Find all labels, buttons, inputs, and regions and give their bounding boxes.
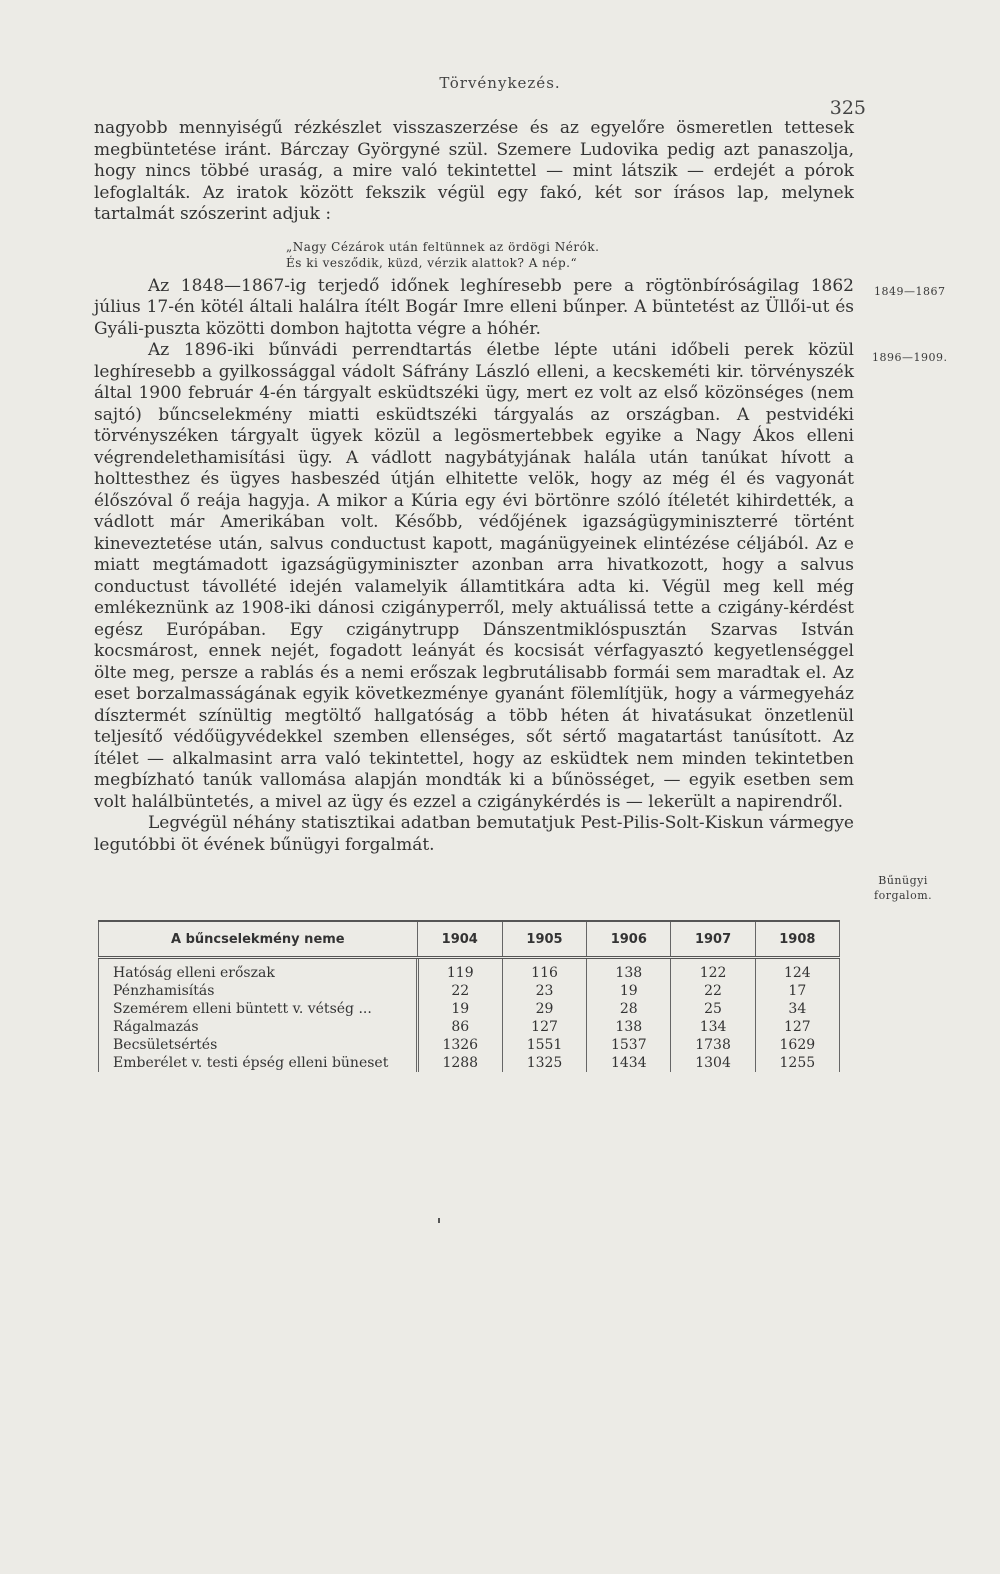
table-cell: 134 — [671, 1018, 755, 1036]
row-label: Rágalmazás — [99, 1018, 418, 1036]
table-cell: 1738 — [671, 1036, 755, 1054]
table-row — [99, 982, 840, 1000]
table-header-year: 1906 — [587, 921, 671, 958]
table-cell: 122 — [671, 958, 755, 983]
table-cell: 116 — [502, 958, 586, 983]
table-row — [99, 1018, 840, 1036]
row-label: Szemérem elleni büntett v. vétség ... — [99, 1000, 418, 1018]
page-number: 325 — [829, 97, 866, 119]
quote-line-2: És ki vesződik, küzd, vérzik alattok? A nép.“ — [286, 255, 578, 270]
table-cell: 25 — [671, 1000, 755, 1018]
table-cell: 19 — [587, 982, 671, 1000]
margin-note-crime-statistics — [874, 873, 932, 903]
quote-line-1: „Nagy Cézárok után feltünnek az ördögi Nérók. — [286, 239, 600, 254]
table-cell: 1551 — [502, 1036, 586, 1054]
margin-note-1849-1867: 1849—1867 — [874, 285, 946, 298]
table-cell: 1288 — [417, 1054, 502, 1072]
table-cell: 86 — [417, 1018, 502, 1036]
margin-note-line-1: Bűnügyi — [878, 874, 928, 887]
row-label: Becsületsértés — [99, 1036, 418, 1054]
paragraph-2: Az 1848—1867-ig terjedő időnek leghíresebb pere a rögtönbíróságilag 1862 július 17-én kötél általi halálra ítélt Bogár Imre elleni bűnper. A büntetést az Üllői-ut és Gyáli-puszta közötti dombon hajtotta végre a hóhér. — [94, 275, 854, 339]
table-header-label: A bűncselekmény neme — [99, 921, 418, 958]
table-cell: 119 — [417, 958, 502, 983]
table-cell: 127 — [755, 1018, 839, 1036]
table-row — [99, 958, 840, 983]
table-cell: 29 — [502, 1000, 586, 1018]
table-cell: 138 — [587, 1018, 671, 1036]
table-cell: 22 — [671, 982, 755, 1000]
print-speck — [438, 1218, 440, 1223]
row-label: Emberélet v. testi épség elleni büneset — [99, 1054, 418, 1072]
table-cell: 23 — [502, 982, 586, 1000]
table-cell: 1304 — [671, 1054, 755, 1072]
margin-note-1896-1909: 1896—1909. — [872, 351, 948, 364]
table-cell: 1434 — [587, 1054, 671, 1072]
table-cell: 34 — [755, 1000, 839, 1018]
table-header-year: 1905 — [502, 921, 586, 958]
paragraph-3: Az 1896-iki bűnvádi perrendtartás életbe lépte utáni időbeli perek közül leghíresebb a gyilkossággal vádolt Sáfrány László elleni, a kecskeméti kir. törvényszék által 1900 február 4-én tárgyalt esküdtszéki ügy, mert ez volt az első közönséges (nem sajtó) bűncselekmény miatti esküdtszéki tárgyalás az országban. A pestvidéki törvényszéken tárgyalt ügyek közül a legösmertebbek egyike a Nagy Ákos elleni végrendelethamisítási ügy. A vádlott nagybátyjának halála után tanúkat hívott a holttesthez és ügyes hasbeszéd útján elhitette velök, hogy az még él és vagyonát élőszóval ő reája hagyja. A mikor a Kúria egy évi börtönre szóló ítéletét kihirdették, a vádlott már Amerikában volt. Később, védőjének igazságügyminiszterré történt kineveztetése után, salvus conductust kapott, magánügyeinek elintézése céljából. Az e miatt megtámadott igazságügyminiszter azonban arra hivatkozott, hogy a salvus conductust távollété idején valamelyik államtitkára adta ki. Végül meg kell még emlékeznünk az 1908-iki dánosi czigányperről, mely aktuálissá tette a czigány-kérdést egész Európában. Egy czigánytrupp Dánszentmiklóspusztán Szarvas István kocsmárost, ennek nejét, fogadott leányát és kocsisát vérfagyasztó kegyetlenséggel ölte meg, persze a rablás és a nemi erőszak legbrutálisabb formái sem maradtak el. Az eset borzalmasságának egyik következménye gyanánt fölemlítjük, hogy a vármegyeház dísztermét színültig megtöltő hallgatóság a több héten át hivatásukat önzetlenül teljesítő védőügyvédekkel szemben ellenséges, sőt sértő magatartást tanúsított. Az ítélet — alkalmasint arra való tekintettel, hogy az esküdtek nem minden tekintetben megbízható tanúk vallomása alapján mondták ki a bűnösséget, — egyik esetben sem volt halálbüntetés, a mivel az ügy és ezzel a czigánykérdés is — lekerült a napirendről. — [94, 340, 854, 812]
table-cell: 1326 — [417, 1036, 502, 1054]
table-header-year: 1904 — [417, 921, 502, 958]
body-text — [94, 118, 854, 856]
table-cell: 1325 — [502, 1054, 586, 1072]
table-cell: 1629 — [755, 1036, 839, 1054]
table-cell: 138 — [587, 958, 671, 983]
paragraph-4: Legvégül néhány statisztikai adatban bemutatjuk Pest-Pilis-Solt-Kiskun vármegye legutóbbi öt évének bűnügyi forgalmát. — [94, 813, 854, 855]
table-row — [99, 1000, 840, 1018]
table-cell: 127 — [502, 1018, 586, 1036]
table-cell: 1255 — [755, 1054, 839, 1072]
table-cell: 19 — [417, 1000, 502, 1018]
table-header-year: 1908 — [755, 921, 839, 958]
table-cell: 28 — [587, 1000, 671, 1018]
table-row — [99, 1036, 840, 1054]
table-header-row — [99, 921, 840, 958]
row-label: Hatóság elleni erőszak — [99, 958, 418, 983]
verse-quote — [286, 239, 854, 271]
table-cell: 124 — [755, 958, 839, 983]
table-cell: 1537 — [587, 1036, 671, 1054]
table-header-year: 1907 — [671, 921, 755, 958]
crime-statistics-table — [98, 920, 840, 1072]
table-row — [99, 1054, 840, 1072]
paragraph-1: nagyobb mennyiségű rézkészlet visszaszerzése és az egyelőre ösmeretlen tettesek megbüntetése iránt. Bárczay Györgyné szül. Szemere Ludovika pedig azt panaszolja, hogy nincs többé uraság, a mire való tekintettel — mint látszik — erdejét a pórok lefoglalták. Az iratok között fekszik végül egy fakó, két sor írásos lap, melynek tartalmát szószerint adjuk : — [94, 118, 854, 224]
table-cell: 22 — [417, 982, 502, 1000]
row-label: Pénzhamisítás — [99, 982, 418, 1000]
table-cell: 17 — [755, 982, 839, 1000]
margin-note-line-2: forgalom. — [874, 889, 933, 902]
running-title: Törvénykezés. — [439, 74, 561, 92]
